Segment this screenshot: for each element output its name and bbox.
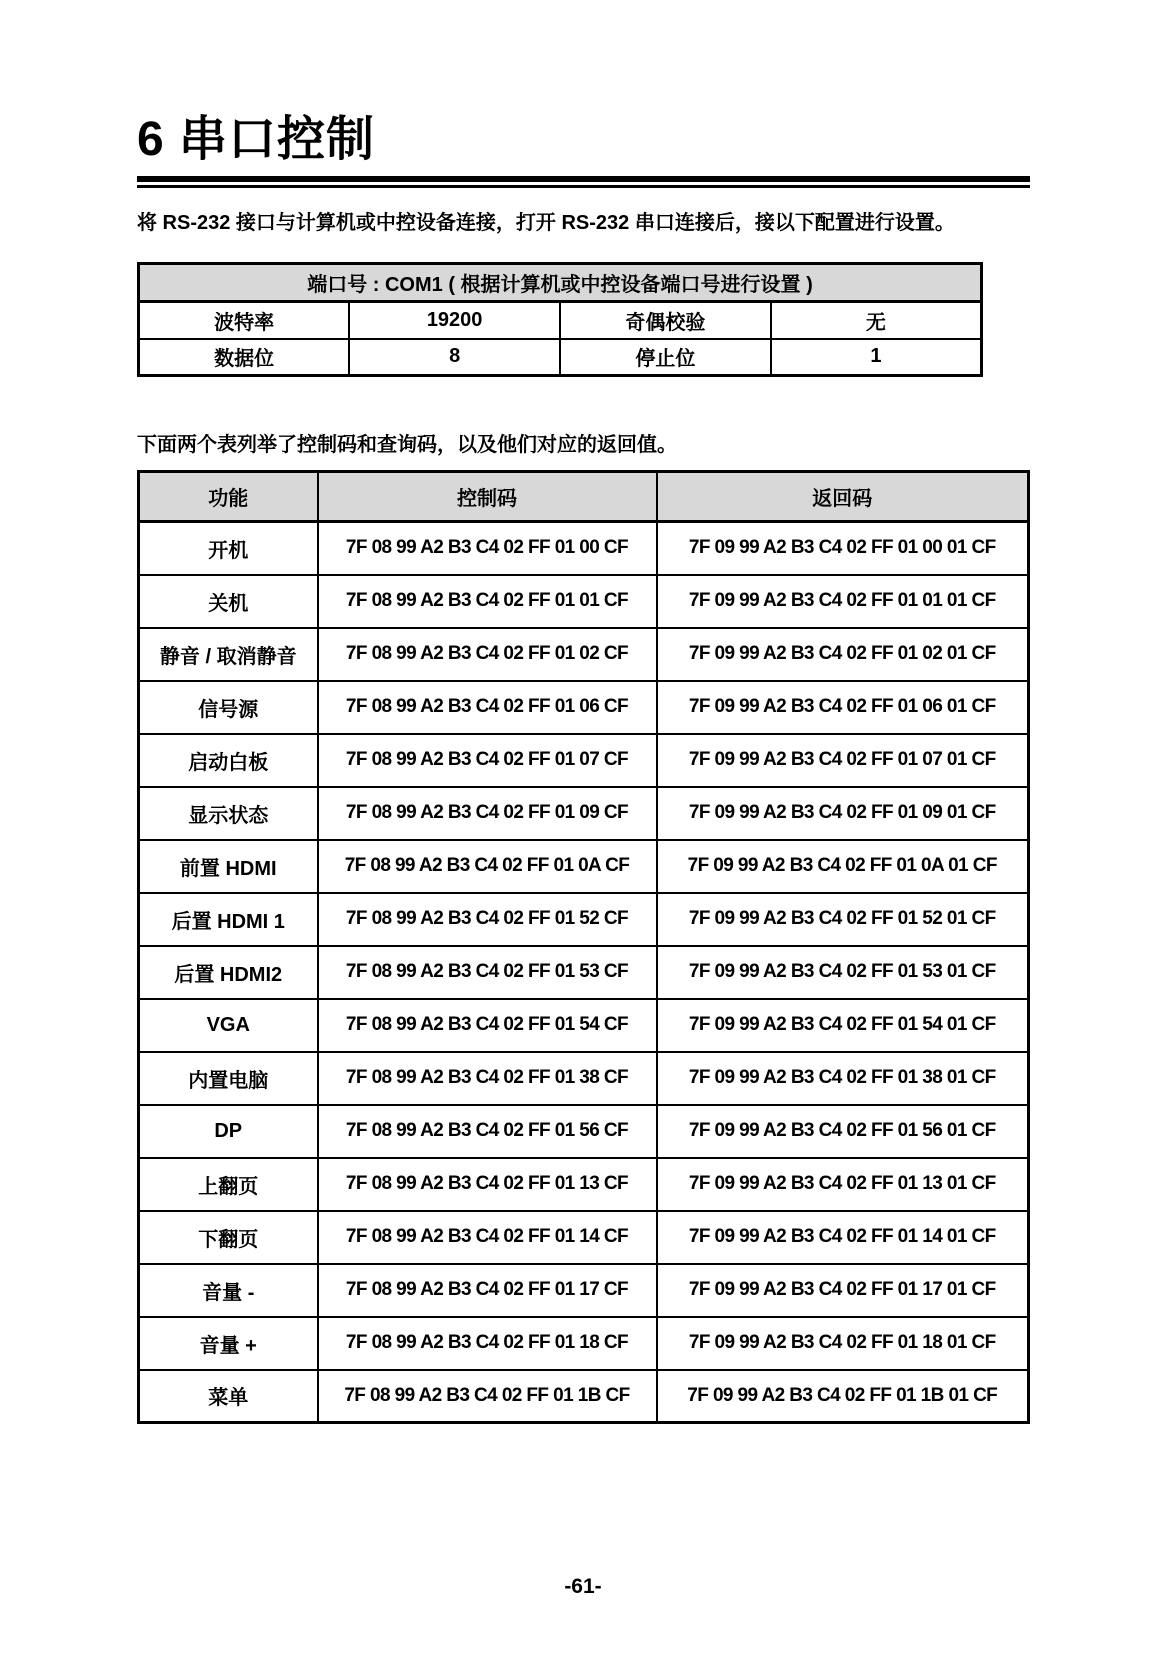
control-code-cell: 7F 08 99 A2 B3 C4 02 FF 01 1B CF <box>318 1370 657 1423</box>
table-row <box>139 1052 1029 1105</box>
return-code-cell: 7F 09 99 A2 B3 C4 02 FF 01 17 01 CF <box>657 1264 1029 1317</box>
control-code-cell: 7F 08 99 A2 B3 C4 02 FF 01 0A CF <box>318 840 657 893</box>
control-code-cell: 7F 08 99 A2 B3 C4 02 FF 01 14 CF <box>318 1211 657 1264</box>
return-code-cell: 7F 09 99 A2 B3 C4 02 FF 01 38 01 CF <box>657 1052 1029 1105</box>
function-cell: 后置 HDMI2 <box>139 946 318 999</box>
table-row <box>139 1105 1029 1158</box>
table-row <box>139 339 982 376</box>
table-row <box>139 522 1029 575</box>
table-row <box>139 302 982 339</box>
table-row <box>139 787 1029 840</box>
return-code-cell: 7F 09 99 A2 B3 C4 02 FF 01 09 01 CF <box>657 787 1029 840</box>
return-code-cell: 7F 09 99 A2 B3 C4 02 FF 01 1B 01 CF <box>657 1370 1029 1423</box>
table-row <box>139 628 1029 681</box>
function-cell: 音量 - <box>139 1264 318 1317</box>
function-cell: VGA <box>139 999 318 1052</box>
table-row <box>139 681 1029 734</box>
control-code-cell: 7F 08 99 A2 B3 C4 02 FF 01 17 CF <box>318 1264 657 1317</box>
return-code-cell: 7F 09 99 A2 B3 C4 02 FF 01 13 01 CF <box>657 1158 1029 1211</box>
control-code-cell: 7F 08 99 A2 B3 C4 02 FF 01 09 CF <box>318 787 657 840</box>
table-row <box>139 999 1029 1052</box>
setting-label: 奇偶校验 <box>560 302 771 339</box>
function-cell: 后置 HDMI 1 <box>139 893 318 946</box>
function-cell: 显示状态 <box>139 787 318 840</box>
title-divider-rule <box>137 176 1030 188</box>
control-code-cell: 7F 08 99 A2 B3 C4 02 FF 01 07 CF <box>318 734 657 787</box>
table-row <box>139 1158 1029 1211</box>
return-code-cell: 7F 09 99 A2 B3 C4 02 FF 01 52 01 CF <box>657 893 1029 946</box>
table-row <box>139 1264 1029 1317</box>
return-code-cell: 7F 09 99 A2 B3 C4 02 FF 01 0A 01 CF <box>657 840 1029 893</box>
table-row <box>139 1317 1029 1370</box>
function-cell: 音量 + <box>139 1317 318 1370</box>
codes-intro-paragraph: 下面两个表列举了控制码和查询码，以及他们对应的返回值。 <box>137 434 677 456</box>
control-code-cell: 7F 08 99 A2 B3 C4 02 FF 01 54 CF <box>318 999 657 1052</box>
function-cell: 信号源 <box>139 681 318 734</box>
column-header-function: 功能 <box>139 472 318 522</box>
table-row <box>139 893 1029 946</box>
control-code-cell: 7F 08 99 A2 B3 C4 02 FF 01 13 CF <box>318 1158 657 1211</box>
return-code-cell: 7F 09 99 A2 B3 C4 02 FF 01 01 01 CF <box>657 575 1029 628</box>
table-row <box>139 946 1029 999</box>
table-row <box>139 1370 1029 1423</box>
table-row <box>139 840 1029 893</box>
control-codes-table <box>137 470 1030 1424</box>
return-code-cell: 7F 09 99 A2 B3 C4 02 FF 01 06 01 CF <box>657 681 1029 734</box>
column-header-control-code: 控制码 <box>318 472 657 522</box>
return-code-cell: 7F 09 99 A2 B3 C4 02 FF 01 56 01 CF <box>657 1105 1029 1158</box>
page-number: -61- <box>564 1575 602 1598</box>
control-code-cell: 7F 08 99 A2 B3 C4 02 FF 01 38 CF <box>318 1052 657 1105</box>
return-code-cell: 7F 09 99 A2 B3 C4 02 FF 01 02 01 CF <box>657 628 1029 681</box>
control-code-cell: 7F 08 99 A2 B3 C4 02 FF 01 56 CF <box>318 1105 657 1158</box>
return-code-cell: 7F 09 99 A2 B3 C4 02 FF 01 53 01 CF <box>657 946 1029 999</box>
table-row <box>139 575 1029 628</box>
function-cell: 启动白板 <box>139 734 318 787</box>
function-cell: 开机 <box>139 522 318 575</box>
setting-value: 8 <box>349 339 560 376</box>
setting-value: 1 <box>771 339 982 376</box>
return-code-cell: 7F 09 99 A2 B3 C4 02 FF 01 00 01 CF <box>657 522 1029 575</box>
function-cell: 下翻页 <box>139 1211 318 1264</box>
table-row <box>139 1211 1029 1264</box>
table-header-row <box>139 472 1029 522</box>
setting-label: 数据位 <box>139 339 350 376</box>
function-cell: 前置 HDMI <box>139 840 318 893</box>
return-code-cell: 7F 09 99 A2 B3 C4 02 FF 01 54 01 CF <box>657 999 1029 1052</box>
control-code-cell: 7F 08 99 A2 B3 C4 02 FF 01 18 CF <box>318 1317 657 1370</box>
control-code-cell: 7F 08 99 A2 B3 C4 02 FF 01 00 CF <box>318 522 657 575</box>
page-title: 6 串口控制 <box>137 113 376 166</box>
function-cell: 内置电脑 <box>139 1052 318 1105</box>
setting-value: 无 <box>771 302 982 339</box>
setting-label: 停止位 <box>560 339 771 376</box>
function-cell: 菜单 <box>139 1370 318 1423</box>
return-code-cell: 7F 09 99 A2 B3 C4 02 FF 01 14 01 CF <box>657 1211 1029 1264</box>
function-cell: 关机 <box>139 575 318 628</box>
function-cell: 静音 / 取消静音 <box>139 628 318 681</box>
column-header-return-code: 返回码 <box>657 472 1029 522</box>
return-code-cell: 7F 09 99 A2 B3 C4 02 FF 01 18 01 CF <box>657 1317 1029 1370</box>
table-row <box>139 734 1029 787</box>
control-code-cell: 7F 08 99 A2 B3 C4 02 FF 01 06 CF <box>318 681 657 734</box>
setting-label: 波特率 <box>139 302 350 339</box>
function-cell: DP <box>139 1105 318 1158</box>
serial-port-settings-table <box>137 262 983 377</box>
control-code-cell: 7F 08 99 A2 B3 C4 02 FF 01 02 CF <box>318 628 657 681</box>
control-code-cell: 7F 08 99 A2 B3 C4 02 FF 01 53 CF <box>318 946 657 999</box>
port-table-header: 端口号 : COM1 ( 根据计算机或中控设备端口号进行设置 ) <box>139 264 982 302</box>
function-cell: 上翻页 <box>139 1158 318 1211</box>
return-code-cell: 7F 09 99 A2 B3 C4 02 FF 01 07 01 CF <box>657 734 1029 787</box>
setting-value: 19200 <box>349 302 560 339</box>
control-code-cell: 7F 08 99 A2 B3 C4 02 FF 01 01 CF <box>318 575 657 628</box>
control-code-cell: 7F 08 99 A2 B3 C4 02 FF 01 52 CF <box>318 893 657 946</box>
intro-paragraph: 将 RS-232 接口与计算机或中控设备连接，打开 RS-232 串口连接后，接以下配置进行设置。 <box>137 212 955 234</box>
